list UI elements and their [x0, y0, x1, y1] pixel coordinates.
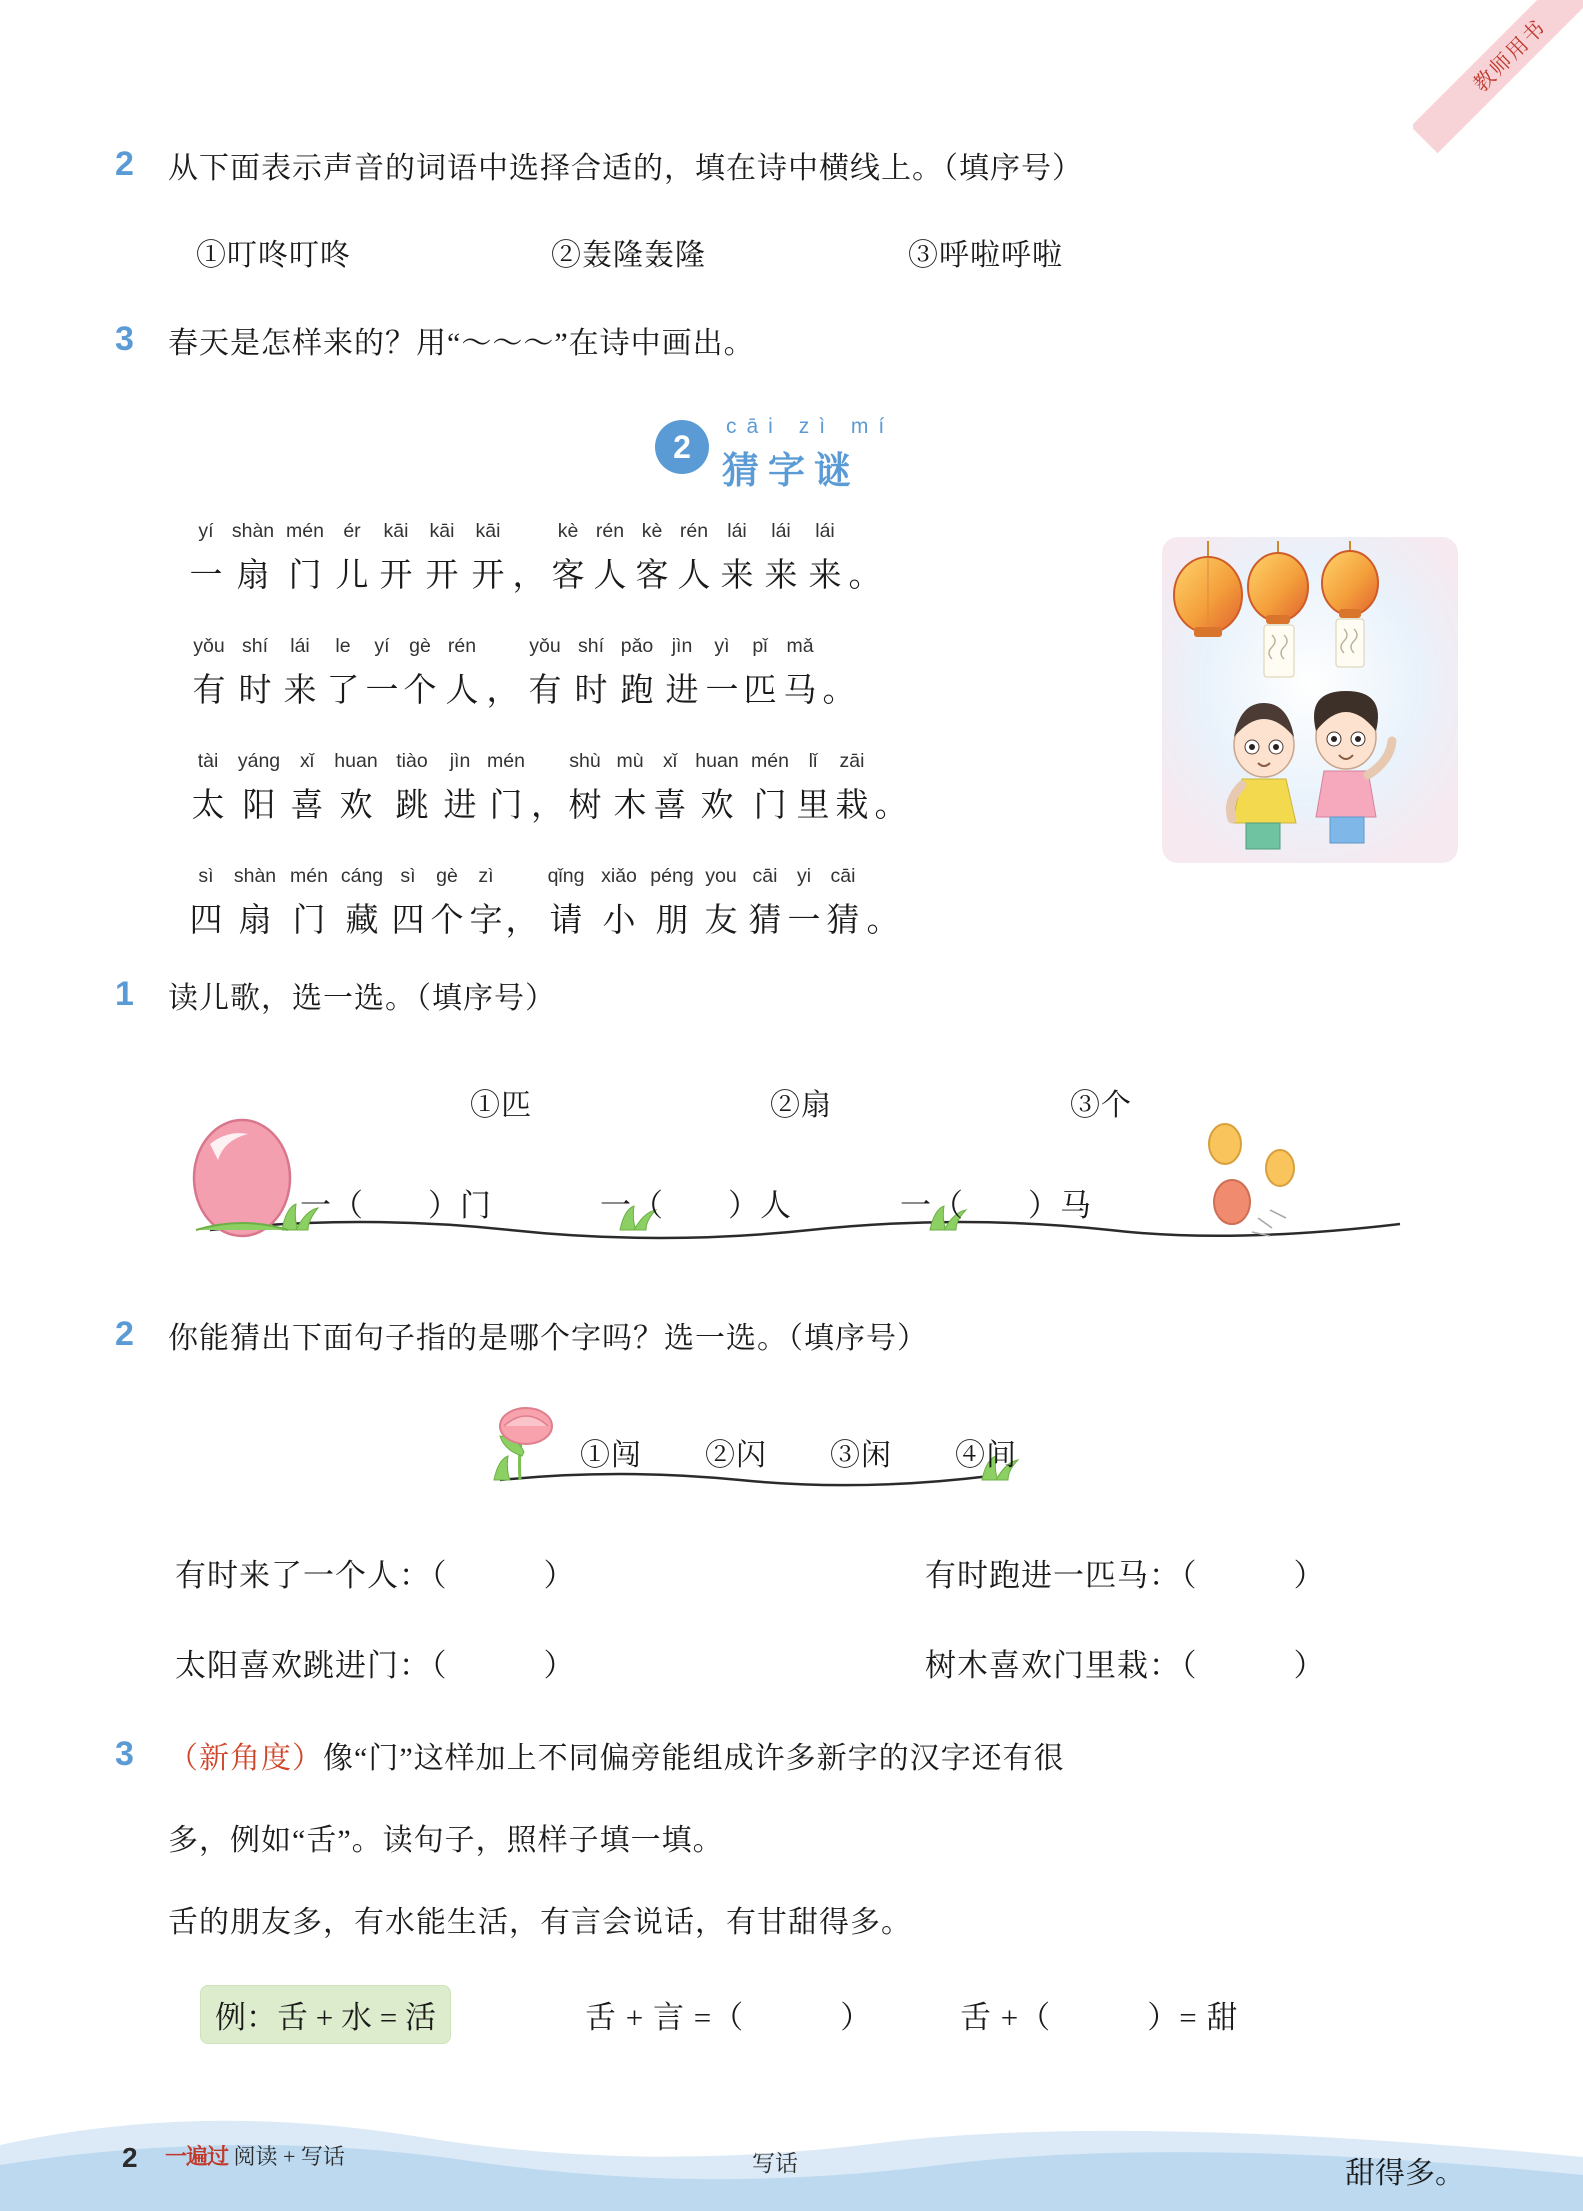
footer-logo — [165, 2140, 345, 2171]
option-2[interactable]: ②轰隆轰隆 — [551, 239, 706, 272]
exercise-2-item-1[interactable]: 有时来了一个人：（ ） — [175, 1558, 576, 1593]
poem-line-1-hanzi: 一 扇 门 儿 开 开 开 ， 客 人 客 人 来 来 来 。 — [189, 558, 882, 594]
exercise-2-number: 2 — [115, 1315, 134, 1353]
poem-line-4-pinyin: sì shàn mén cáng sì gè zì qǐng xiǎo péng you cāi yi cāi — [198, 865, 856, 887]
exercise-3-blank-2[interactable]: 舌 +（ ）= 甜 — [960, 2000, 1239, 2035]
poem-line-3-hanzi: 太 阳 喜 欢 跳 进 门 ， 树 木 喜 欢 门 里 栽 。 — [191, 788, 908, 824]
exercise-1-option-1[interactable]: ①匹 — [470, 1089, 532, 1122]
ribbon-label: 教师用书 — [1413, 0, 1583, 153]
lesson-title: 猜字谜 — [722, 451, 860, 492]
lesson-pinyin-2: zì — [798, 415, 836, 438]
exercise-1-blank-2[interactable]: 一（ ）人 — [600, 1188, 792, 1223]
exercise-3-line-2: 多，例如“舌”。读句子，照样子填一填。 — [168, 1824, 724, 1857]
exercise-1-text: 读儿歌，选一选。（填序号） — [168, 982, 556, 1015]
lesson-number-badge: 2 — [655, 420, 709, 474]
exercise-3-line-3: 舌的朋友多，有水能生活，有言会说话，有甘甜得多。 — [168, 1906, 912, 1939]
footer-center-label: 写话 — [752, 2151, 798, 2176]
exercise-1-blank-1[interactable]: 一（ ）门 — [300, 1188, 492, 1223]
exercise-2-option-1[interactable]: ①闯 — [580, 1439, 642, 1472]
lanterns-and-kids-illustration — [1160, 535, 1460, 865]
question-number-2-top: 2 — [115, 145, 134, 183]
poem-line-2 — [185, 635, 857, 711]
teacher-edition-ribbon — [1413, 0, 1583, 170]
exercise-2-item-2[interactable]: 有时跑进一匹马：（ ） — [925, 1558, 1326, 1593]
poem-line-1-pinyin: yí shàn mén ér kāi kāi kāi kè rén kè rén lái lái lái — [198, 520, 835, 542]
exercise-3-sample: 例：舌 + 水 = 活 — [200, 1985, 451, 2044]
exercise-3-tag: （新角度） — [168, 1742, 323, 1775]
poem-line-1 — [185, 520, 883, 596]
exercise-2-text: 你能猜出下面句子指的是哪个字吗？选一选。（填序号） — [168, 1322, 928, 1355]
option-1[interactable]: ①叮咚叮咚 — [196, 239, 351, 272]
exercise-2-item-3[interactable]: 太阳喜欢跳进门：（ ） — [175, 1648, 576, 1683]
poem-line-3-pinyin: tài yáng xǐ huan tiào jìn mén shù mù xǐ huan mén lǐ zāi — [197, 750, 865, 772]
exercise-1-number: 1 — [115, 975, 134, 1013]
footer-right-text: 甜得多。 — [1345, 2157, 1465, 2190]
poem-line-2-pinyin: yǒu shí lái le yí gè rén yǒu shí pǎo jìn yì pǐ mǎ — [193, 635, 814, 657]
lesson-pinyin — [726, 415, 894, 439]
exercise-3-line-1 — [168, 1736, 1065, 1781]
lesson-pinyin-1: cāi — [726, 415, 783, 438]
exercise-3-number: 3 — [115, 1735, 134, 1773]
question-text-2-top: 从下面表示声音的词语中选择合适的，填在诗中横线上。（填序号） — [168, 152, 1083, 185]
exercise-1-blank-3[interactable]: 一（ ）马 — [900, 1188, 1092, 1223]
exercise-2-option-2[interactable]: ②闪 — [705, 1439, 767, 1472]
exercise-2-item-4[interactable]: 树木喜欢门里栽：（ ） — [925, 1648, 1326, 1683]
poem-line-4-hanzi: 四 扇 门 藏 四 个 字 ， 请 小 朋 友 猜 一 猜 。 — [189, 903, 900, 939]
footer-page-number: 2 — [122, 2142, 138, 2173]
poem-line-2-hanzi: 有 时 来 了 一 个 人 ， 有 时 跑 进 一 匹 马 。 — [192, 673, 856, 709]
exercise-2-option-4[interactable]: ④间 — [955, 1439, 1017, 1472]
poem-line-4 — [185, 865, 901, 941]
footer-logo-mark: 一遍过 — [165, 2144, 229, 2169]
question-text-3-top: 春天是怎样来的？用“〜〜〜”在诗中画出。 — [168, 327, 755, 360]
exercise-1-option-2[interactable]: ②扇 — [770, 1089, 832, 1122]
poem-line-3 — [185, 750, 909, 826]
exercise-1-option-3[interactable]: ③个 — [1070, 1089, 1132, 1122]
exercise-3-line-1-text: 像“门”这样加上不同偏旁能组成许多新字的汉字还有很 — [323, 1742, 1065, 1775]
option-3[interactable]: ③呼啦呼啦 — [908, 239, 1063, 272]
footer-logo-text: 阅读 + 写话 — [233, 2144, 345, 2169]
exercise-2-option-3[interactable]: ③闲 — [830, 1439, 892, 1472]
question-number-3-top: 3 — [115, 320, 134, 358]
lesson-pinyin-3: mí — [850, 415, 895, 438]
exercise-3-blank-1[interactable]: 舌 + 言 =（ ） — [585, 2000, 873, 2035]
